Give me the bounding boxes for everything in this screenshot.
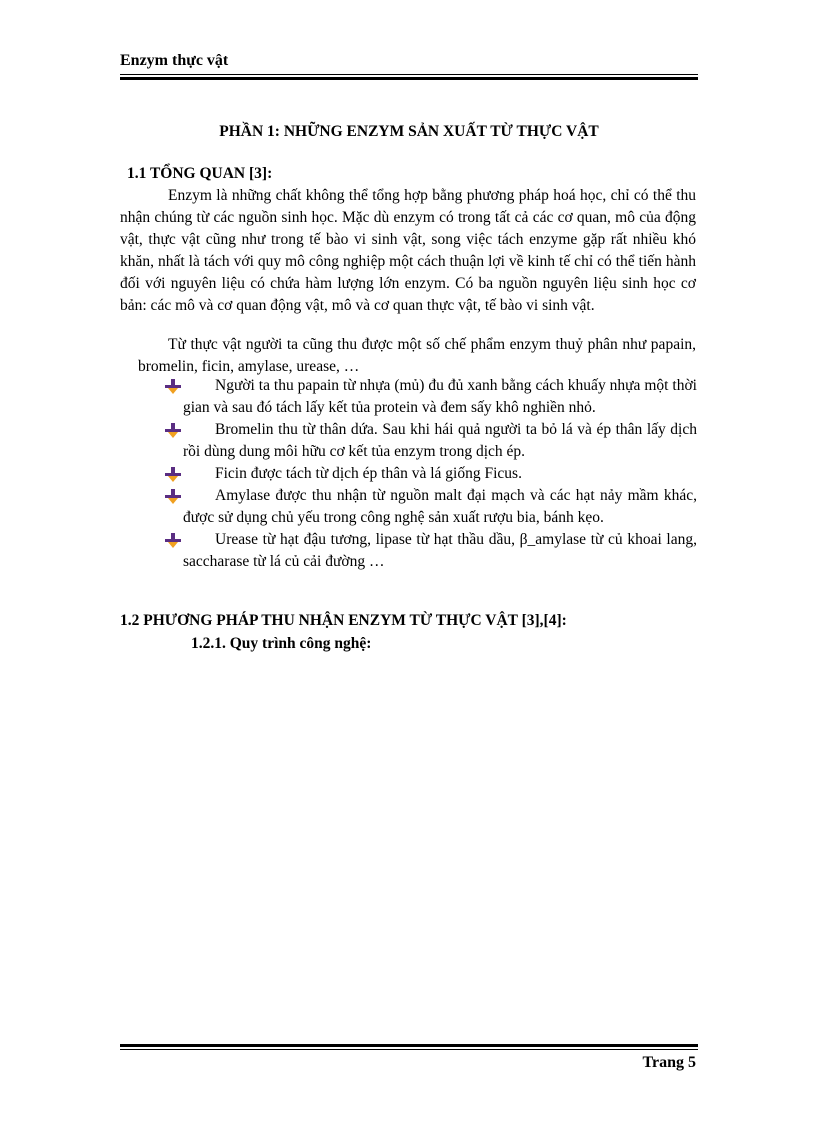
- list-item: Bromelin thu từ thân dứa. Sau khi hái quả người ta bỏ lá và ép thân lấy dịch rồi dùng dung môi hữu cơ kết tủa enzym trong dịch ép.: [165, 419, 697, 463]
- plant-enzymes-paragraph: Từ thực vật người ta cũng thu được một số chế phẩm enzym thuỷ phân như papain, bromelin, ficin, amylase, urease, …: [138, 336, 696, 375]
- section-heading-overview: 1.1 TỔNG QUAN [3]:: [127, 165, 273, 182]
- header-rule-thick: [120, 77, 698, 80]
- page-number: Trang 5: [642, 1054, 696, 1071]
- subsection-heading-process: 1.2.1. Quy trình công nghệ:: [191, 635, 372, 652]
- list-item: Urease từ hạt đậu tương, lipase từ hạt thầu dầu, β_amylase từ củ khoai lang, saccharase từ lá củ cải đường …: [165, 529, 697, 573]
- header-title: Enzym thực vật: [120, 52, 229, 69]
- overview-paragraph: Enzym là những chất không thể tổng hợp bằng phương pháp hoá học, chỉ có thể thu nhận chúng từ các nguồn sinh học. Mặc dù enzym có trong tất cả các cơ quan, mô của động vật, thực vật cũng như trong tế bào vi sinh vật, song việc tách enzyme gặp rất nhiều khó khăn, nhất là tách với quy mô công nghiệp một cách thuận lợi về kinh tế chỉ có thể tiến hành đối với nguyên liệu có chứa hàm lượng lớn enzym. Có ba nguồn nguyên liệu sinh học cơ bản: các mô và cơ quan động vật, mô và cơ quan thực vật, tế bào vi sinh vật.: [120, 187, 696, 314]
- arrow-down-bullet-icon: [165, 423, 181, 438]
- footer-rule: [120, 1049, 698, 1050]
- list-item: Người ta thu papain từ nhựa (mủ) đu đủ xanh bằng cách khuấy nhựa một thời gian và sau đó tách lấy kết tủa protein và đem sấy khô nghiền nhỏ.: [165, 375, 697, 419]
- list-item: Ficin được tách từ dịch ép thân và lá giống Ficus.: [165, 463, 697, 485]
- arrow-down-bullet-icon: [165, 533, 181, 548]
- header-rule: [120, 74, 698, 75]
- section-heading-methods: 1.2 PHƯƠNG PHÁP THU NHẬN ENZYM TỪ THỰC VẬT [3],[4]:: [120, 612, 567, 629]
- arrow-down-bullet-icon: [165, 379, 181, 394]
- arrow-down-bullet-icon: [165, 489, 181, 504]
- footer-rule-thick: [120, 1044, 698, 1047]
- arrow-down-bullet-icon: [165, 467, 181, 482]
- enzyme-bullet-list: [165, 375, 697, 573]
- list-item: Amylase được thu nhận từ nguồn malt đại mạch và các hạt nảy mầm khác, được sử dụng chủ yếu trong công nghệ sản xuất rượu bia, bánh kẹo.: [165, 485, 697, 529]
- part-title: PHẦN 1: NHỮNG ENZYM SẢN XUẤT TỪ THỰC VẬT: [219, 123, 599, 140]
